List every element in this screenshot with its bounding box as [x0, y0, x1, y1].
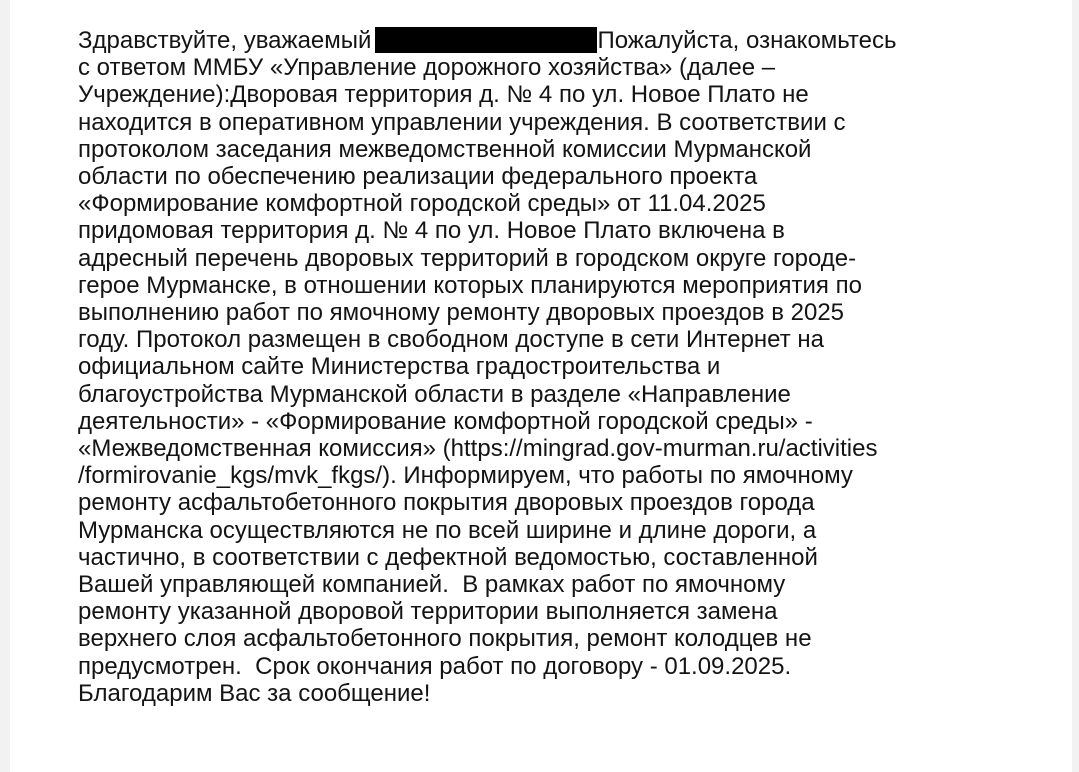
letter-line: ремонту указанной дворовой территории выполняется замена: [78, 598, 778, 626]
letter-line: с ответом ММБУ «Управление дорожного хозяйства» (далее –: [78, 54, 776, 82]
letter-body: [78, 27, 1068, 707]
letter-line: деятельности» - «Формирование комфортной городской среды» -: [78, 407, 813, 435]
closing-line: Благодарим Вас за сообщение!: [78, 679, 431, 707]
letter-line: верхнего слоя асфальтобетонного покрытия, ремонт колодцев не: [78, 625, 812, 653]
letter-line: предусмотрен. Срок окончания работ по договору - 01.09.2025.: [78, 652, 792, 680]
letter-line: году. Протокол размещен в свободном доступе в сети Интернет на: [78, 326, 824, 354]
letter-line: придомовая территория д. № 4 по ул. Новое Плато включена в: [78, 217, 785, 245]
letter-line: Мурманска осуществляются не по всей ширине и длине дороги, а: [78, 516, 817, 544]
letter-line: адресный перечень дворовых территорий в городском округе городе-: [78, 244, 857, 272]
letter-line: «Формирование комфортной городской среды» от 11.04.2025: [78, 190, 766, 218]
link-line: «Межведомственная комиссия» (https://mingrad.gov-murman.ru/activities: [78, 435, 878, 463]
document-page: [10, 0, 1072, 772]
letter-line: протоколом заседания межведомственной комиссии Мурманской: [78, 135, 812, 163]
link-line: /formirovanie_kgs/mvk_fkgs/). Информируем, что работы по ямочному: [78, 462, 853, 490]
greeting-text: Здравствуйте, уважаемый: [78, 27, 372, 54]
letter-line: [78, 27, 1068, 54]
letter-line: Вашей управляющей компанией. В рамках работ по ямочному: [78, 571, 786, 599]
letter-line: официальном сайте Министерства градостроительства и: [78, 353, 721, 381]
letter-line: ремонту асфальтобетонного покрытия дворовых проездов города: [78, 489, 815, 517]
greeting-continuation: Пожалуйста, ознакомьтесь: [597, 27, 897, 54]
letter-line: герое Мурманске, в отношении которых планируются мероприятия по: [78, 271, 862, 299]
letter-line: области по обеспечению реализации федерального проекта: [78, 163, 758, 191]
letter-line: частично, в соответствии с дефектной ведомостью, составленной: [78, 543, 818, 571]
letter-line: Учреждение):Дворовая территория д. № 4 по ул. Новое Плато не: [78, 81, 809, 109]
letter-line: благоустройства Мурманской области в разделе «Направление: [78, 380, 791, 408]
letter-line: выполнению работ по ямочному ремонту дворовых проездов в 2025: [78, 299, 845, 327]
letter-line: находится в оперативном управлении учреждения. В соответствии с: [78, 108, 846, 136]
redacted-name: [375, 27, 597, 53]
